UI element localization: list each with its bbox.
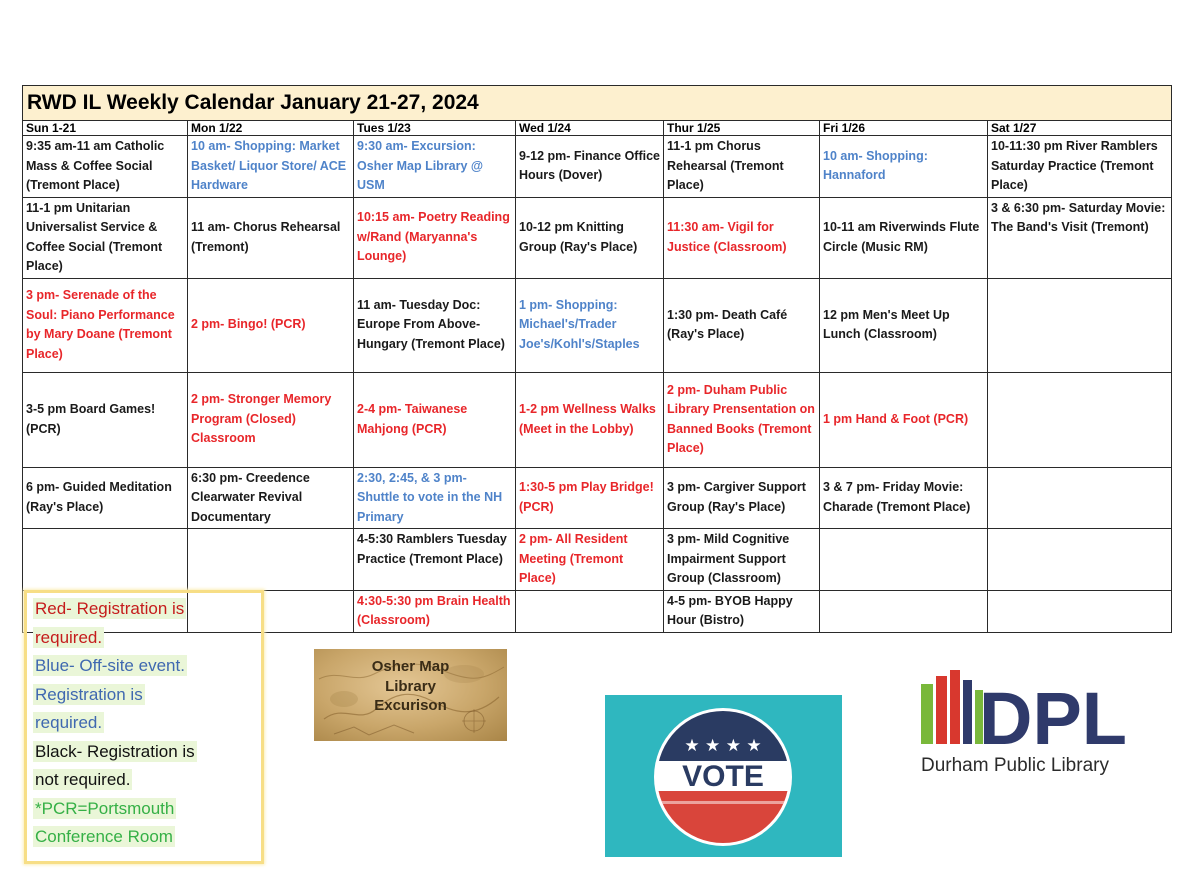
event-cell: 4-5 pm- BYOB Happy Hour (Bistro) — [664, 590, 820, 632]
color-legend — [24, 590, 264, 864]
event-cell: 11-1 pm Unitarian Universalist Service & Coffee Social (Tremont Place) — [23, 197, 188, 278]
event-cell: 11-1 pm Chorus Rehearsal (Tremont Place) — [664, 136, 820, 198]
osher-map-library-image — [314, 649, 507, 741]
event-cell: 4:30-5:30 pm Brain Health (Classroom) — [354, 590, 516, 632]
event-cell: 2 pm- Stronger Memory Program (Closed) Classroom — [188, 372, 354, 467]
legend-red-text: Red- Registration is — [35, 599, 185, 618]
event-cell: 10-12 pm Knitting Group (Ray's Place) — [516, 197, 664, 278]
calendar-row — [23, 278, 1172, 372]
event-cell: 1 pm- Shopping: Michael's/Trader Joe's/Kohl's/Staples — [516, 278, 664, 372]
event-cell: 11:30 am- Vigil for Justice (Classroom) — [664, 197, 820, 278]
dpl-logo-icon — [917, 668, 1137, 753]
calendar-row — [23, 372, 1172, 467]
calendar-row — [23, 136, 1172, 198]
event-cell: 2:30, 2:45, & 3 pm- Shuttle to vote in the NH Primary — [354, 467, 516, 529]
event-cell: 1-2 pm Wellness Walks (Meet in the Lobby) — [516, 372, 664, 467]
legend-pcr-text: Conference Room — [35, 827, 173, 846]
event-cell: 10-11 am Riverwinds Flute Circle (Music RM) — [820, 197, 988, 278]
legend-black-text: not required. — [35, 770, 131, 789]
empty-cell — [988, 467, 1172, 529]
legend-blue-text: Registration is — [35, 684, 143, 704]
event-cell: 10 am- Shopping: Hannaford — [820, 136, 988, 198]
empty-cell — [516, 590, 664, 632]
empty-cell — [988, 372, 1172, 467]
osher-caption-line: Excurison — [374, 697, 447, 714]
legend-black-text: Black- Registration is — [35, 741, 195, 761]
legend-pcr-text: *PCR=Portsmouth — [35, 798, 175, 818]
day-header: Thur 1/25 — [664, 121, 820, 136]
weekly-calendar-table — [22, 85, 1172, 633]
event-cell: 3 & 7 pm- Friday Movie: Charade (Tremont Place) — [820, 467, 988, 529]
event-cell: 1 pm Hand & Foot (PCR) — [820, 372, 988, 467]
event-cell: 3 pm- Mild Cognitive Impairment Support Group (Classroom) — [664, 529, 820, 591]
dpl-logo-letters: DPL — [979, 677, 1127, 753]
empty-cell — [988, 529, 1172, 591]
event-cell: 6:30 pm- Creedence Clearwater Revival Documentary — [188, 467, 354, 529]
event-cell: 11 am- Chorus Rehearsal (Tremont) — [188, 197, 354, 278]
vote-badge-icon — [605, 695, 842, 857]
event-cell: 2 pm- Bingo! (PCR) — [188, 278, 354, 372]
empty-cell — [188, 529, 354, 591]
event-cell: 3 pm- Cargiver Support Group (Ray's Place) — [664, 467, 820, 529]
empty-cell — [988, 278, 1172, 372]
event-cell: 2-4 pm- Taiwanese Mahjong (PCR) — [354, 372, 516, 467]
event-cell: 2 pm- All Resident Meeting (Tremont Place) — [516, 529, 664, 591]
event-cell: 10 am- Shopping: Market Basket/ Liquor Store/ ACE Hardware — [188, 136, 354, 198]
empty-cell — [820, 590, 988, 632]
vote-text: VOTE — [682, 760, 764, 793]
event-cell: 4-5:30 Ramblers Tuesday Practice (Tremont Place) — [354, 529, 516, 591]
legend-blue-text: required. — [35, 713, 103, 732]
empty-cell — [23, 529, 188, 591]
event-cell: 9:30 am- Excursion: Osher Map Library @ USM — [354, 136, 516, 198]
day-header: Mon 1/22 — [188, 121, 354, 136]
event-cell: 3-5 pm Board Games! (PCR) — [23, 372, 188, 467]
event-cell: 10-11:30 pm River Ramblers Saturday Practice (Tremont Place) — [988, 136, 1172, 198]
day-header: Sat 1/27 — [988, 121, 1172, 136]
day-header: Fri 1/26 — [820, 121, 988, 136]
event-cell: 11 am- Tuesday Doc: Europe From Above- Hungary (Tremont Place) — [354, 278, 516, 372]
event-cell: 12 pm Men's Meet Up Lunch (Classroom) — [820, 278, 988, 372]
day-header: Tues 1/23 — [354, 121, 516, 136]
legend-red-text: required. — [35, 627, 103, 647]
event-cell: 1:30-5 pm Play Bridge! (PCR) — [516, 467, 664, 529]
day-header: Sun 1-21 — [23, 121, 188, 136]
calendar-row — [23, 197, 1172, 278]
empty-cell — [820, 529, 988, 591]
day-header: Wed 1/24 — [516, 121, 664, 136]
event-cell: 10:15 am- Poetry Reading w/Rand (Maryanna's Lounge) — [354, 197, 516, 278]
empty-cell — [988, 590, 1172, 632]
event-cell: 9-12 pm- Finance Office Hours (Dover) — [516, 136, 664, 198]
legend-blue-text: Blue- Off-site event. — [35, 656, 185, 675]
vote-stars: ★ ★ ★ ★ — [684, 736, 762, 756]
osher-caption-line: Library — [385, 677, 436, 695]
event-cell: 2 pm- Duham Public Library Prensentation on Banned Books (Tremont Place) — [664, 372, 820, 467]
event-cell: 3 & 6:30 pm- Saturday Movie: The Band's Visit (Tremont) — [988, 197, 1172, 278]
calendar-row — [23, 467, 1172, 529]
event-cell: 6 pm- Guided Meditation (Ray's Place) — [23, 467, 188, 529]
event-cell: 9:35 am-11 am Catholic Mass & Coffee Social (Tremont Place) — [23, 136, 188, 198]
osher-caption-line: Osher Map — [371, 658, 450, 675]
calendar-title: RWD IL Weekly Calendar January 21-27, 2024 — [23, 86, 1172, 121]
calendar-row — [23, 529, 1172, 591]
event-cell: 1:30 pm- Death Café (Ray's Place) — [664, 278, 820, 372]
event-cell: 3 pm- Serenade of the Soul: Piano Performance by Mary Doane (Tremont Place) — [23, 278, 188, 372]
dpl-library-name: Durham Public Library — [921, 755, 1109, 776]
vote-button-image — [605, 695, 842, 857]
durham-public-library-logo — [917, 668, 1137, 783]
